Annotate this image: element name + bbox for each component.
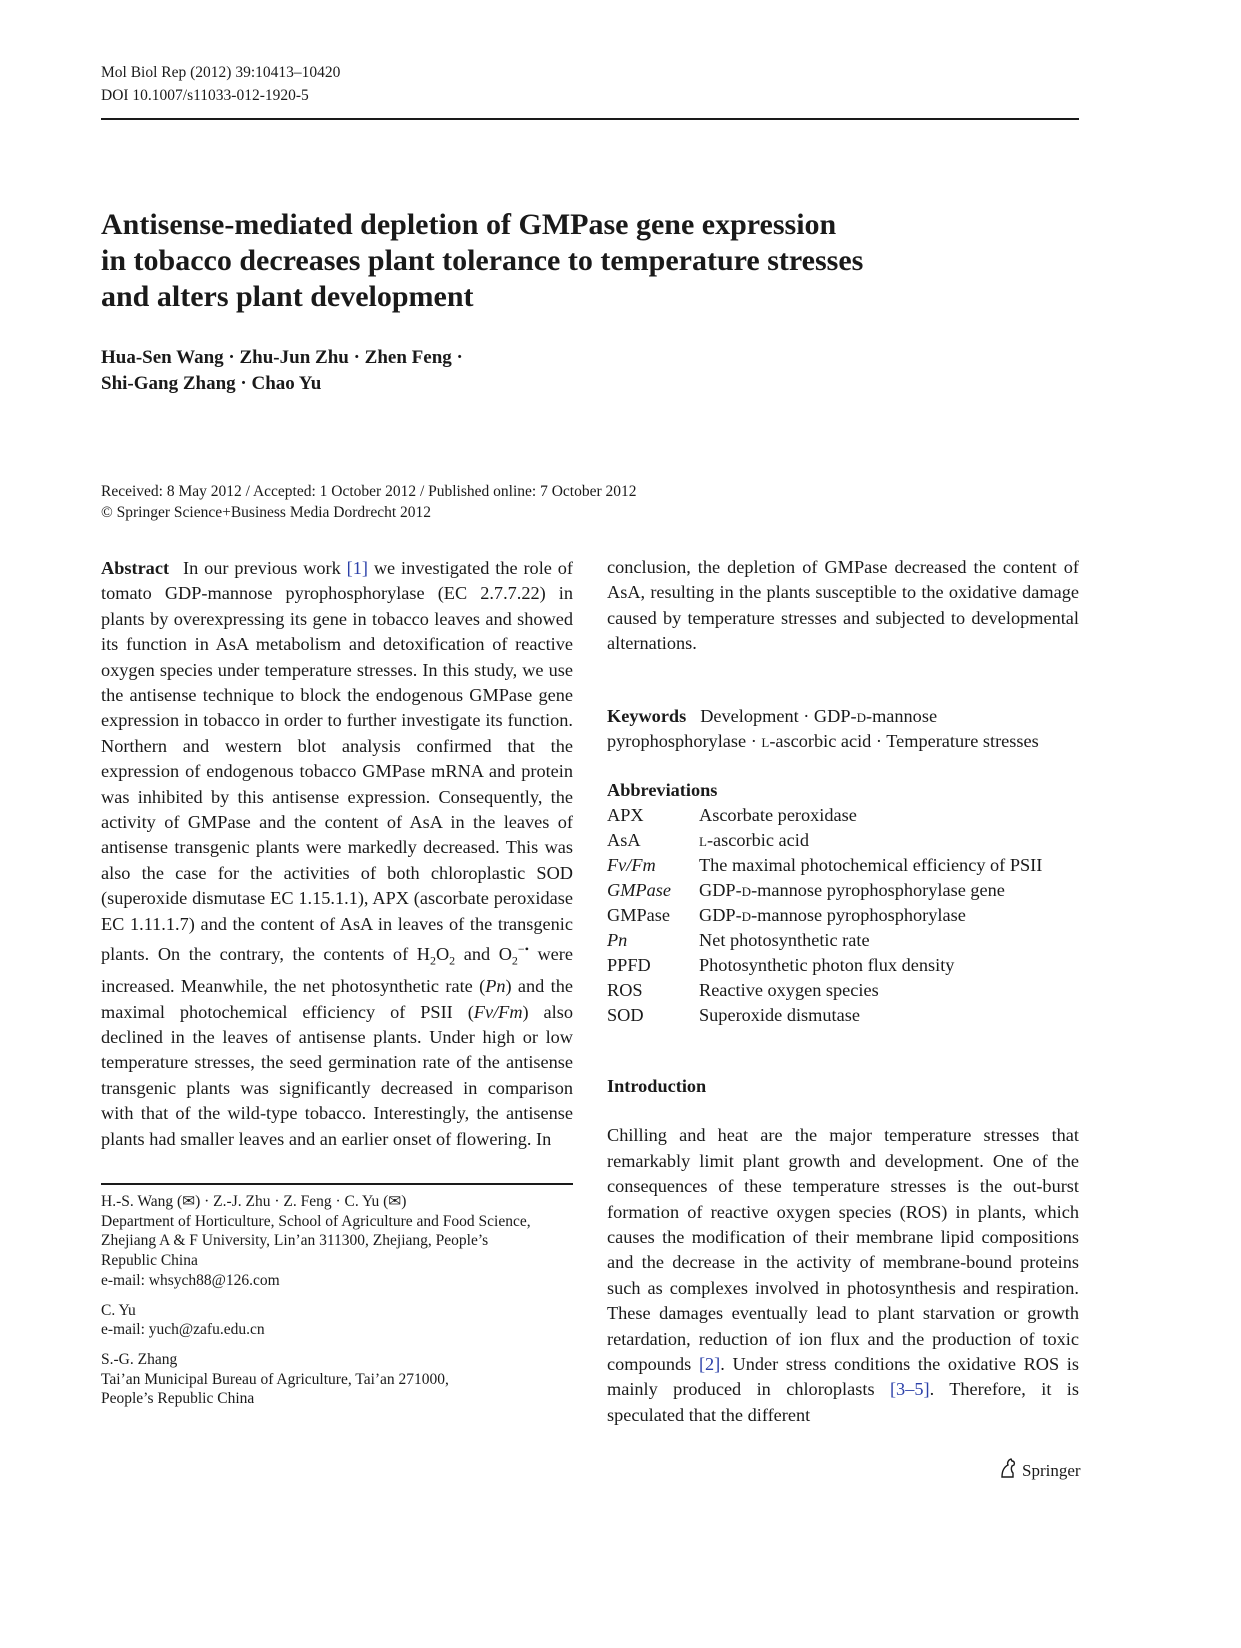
title-line-1: Antisense-mediated depletion of GMPase gene expression (101, 208, 837, 241)
abbreviation-row: Fv/Fm The maximal photochemical efficiency of PSII (607, 855, 1043, 876)
abbreviation-row: AsA l-ascorbic acid (607, 830, 809, 851)
author-list (101, 345, 463, 397)
citation-link[interactable]: [2] (698, 1354, 721, 1375)
doi: DOI 10.1007/s11033-012-1920-5 (101, 87, 309, 104)
springer-horse-icon (998, 1457, 1022, 1484)
affiliation-3b: People’s Republic China (101, 1390, 255, 1408)
abstract-label: Abstract (101, 558, 170, 578)
introduction-heading: Introduction (607, 1076, 707, 1096)
authors-line-1: Hua-Sen Wang · Zhu-Jun Zhu · Zhen Feng · (101, 347, 463, 368)
copyright: © Springer Science+Business Media Dordrecht 2012 (101, 504, 432, 521)
introduction-section (607, 1074, 1079, 1428)
introduction-paragraph: Chilling and heat are the major temperature stresses that remarkably limit plant growth and development. One of the consequences of these temperature stresses is the out-burst formation of reactive oxygen species (ROS) in plants, which causes the modification of their membrane lipid compositions and the decrease in the activity of membrane-bound proteins such as complexes involved in photosynthesis and respiration. These damages eventually lead to plant starvation or growth retardation, reduction of ion flux and the production of toxic compounds [2]. Under stress conditions the oxidative ROS is mainly produced in chloroplasts [3–5]. Therefore, it is speculated that the different (607, 1125, 1079, 1425)
abstract: Abstract In our previous work [1] we investigated the role of tomato GDP-mannose pyrophosphorylase (EC 2.7.7.22) in plants by overexpressing its gene in tobacco leaves and showed its function in AsA metabolism and detoxification of reactive oxygen species under temperature stresses. In this study, we use the antisense technique to block the endogenous GMPase gene expression in tobacco in order to further investigate its function. Northern and western blot analysis confirmed that the expression of endogenous tobacco GMPase mRNA and protein was inhibited by this antisense expression. Consequently, the activity of GMPase and the content of AsA in the leaves of antisense transgenic plants were markedly decreased. This was also the case for the activities of both chloroplastic SOD (superoxide dismutase EC 1.15.1.1), APX (ascorbate peroxidase EC 1.11.1.7) and the content of AsA in leaves of the transgenic plants. On the contrary, the contents of $H_2O_2$ and $O_2^{-•}$ were increased. Meanwhile, the net photosynthetic rate (Pn) and the maximal photochemical efficiency of PSII (Fv/Fm) also declined in the leaves of antisense plants. Under high or low temperature stresses, the seed germination rate of the antisense transgenic plants was significantly decreased in comparison with that of the wild-type tobacco. Interestingly, the antisense plants had smaller leaves and an earlier onset of flowering. In (101, 558, 573, 1149)
abbreviation-row: SOD Superoxide dismutase (607, 1005, 860, 1026)
affiliation-3a: Tai’an Municipal Bureau of Agriculture, Tai’an 271000, (101, 1370, 449, 1388)
email-2[interactable]: e-mail: yuch@zafu.edu.cn (101, 1321, 265, 1339)
title-line-2: in tobacco decreases plant tolerance to temperature stresses (101, 244, 864, 277)
abbreviation-row: APX Ascorbate peroxidase (607, 805, 857, 826)
email-1[interactable]: e-mail: whsych88@126.com (101, 1271, 280, 1289)
footnote-rule (101, 1183, 573, 1185)
received-accepted-published: Received: 8 May 2012 / Accepted: 1 October 2012 / Published online: 7 October 2012 (101, 483, 637, 500)
publisher-name: Springer (1022, 1460, 1081, 1480)
abbreviations-heading: Abbreviations (607, 780, 718, 800)
journal-citation: Mol Biol Rep (2012) 39:10413–10420 (101, 64, 341, 81)
abbreviation-row: Pn Net photosynthetic rate (607, 930, 870, 951)
keywords: Keywords Development · GDP-d-mannose pyrophosphorylase · l-ascorbic acid · Temperature stresses (607, 706, 1039, 752)
abstract-column-right (607, 556, 1079, 684)
abstract-tail: ) also declined in the leaves of antisense plants. Under high or low temperature stresses, the seed germination rate of the antisense transgenic plants was significantly decreased in comparison with that of the wild-type tobacco. Interestingly, the antisense plants had smaller leaves and an earlier onset of flowering. In (101, 1001, 573, 1149)
affiliation-1: Department of Horticulture, School of Agriculture and Food Science, Zhejiang A & F University, Lin’an 311300, Zhejiang, People’s Republic China (101, 1212, 531, 1270)
superoxide-formula: $O_2^{-•}$ (498, 942, 529, 968)
citation-link[interactable]: [3–5] (889, 1379, 930, 1400)
header-rule (101, 118, 1079, 120)
footnote-author-3: S.-G. Zhang (101, 1350, 178, 1368)
author-affiliations (101, 1192, 573, 1409)
h2o2-formula: $H_2O_2$ (416, 944, 456, 968)
abstract-continuation: conclusion, the depletion of GMPase decreased the content of AsA, resulting in the plants susceptible to the oxidative damage caused by temperature stresses and subjected to developmental alternations. (607, 557, 1079, 654)
keywords-label: Keywords (607, 706, 687, 726)
footnote-author-2: C. Yu (101, 1301, 136, 1319)
article-title (101, 207, 1081, 315)
abbreviation-row: GMPase GDP-d-mannose pyrophosphorylase gene (607, 880, 1005, 901)
footnote-authors: H.-S. Wang (✉) · Z.-J. Zhu · Z. Feng · C. Yu (✉) (101, 1193, 407, 1210)
title-line-3: and alters plant development (101, 280, 474, 313)
publication-dates (101, 481, 637, 523)
abbreviation-row: GMPase GDP-d-mannose pyrophosphorylase (607, 905, 966, 926)
fvfm-term: Fv/Fm (473, 1001, 523, 1022)
authors-line-2: Shi-Gang Zhang · Chao Yu (101, 373, 322, 394)
pn-term: Pn (485, 976, 506, 997)
abstract-column-left (101, 556, 573, 1154)
abbreviation-row: PPFD Photosynthetic photon flux density (607, 955, 955, 976)
abbreviations (607, 778, 1087, 1028)
publisher-logo (998, 1457, 1081, 1484)
abbreviation-row: ROS Reactive oxygen species (607, 980, 879, 1001)
citation-link[interactable]: [1] (346, 558, 368, 578)
